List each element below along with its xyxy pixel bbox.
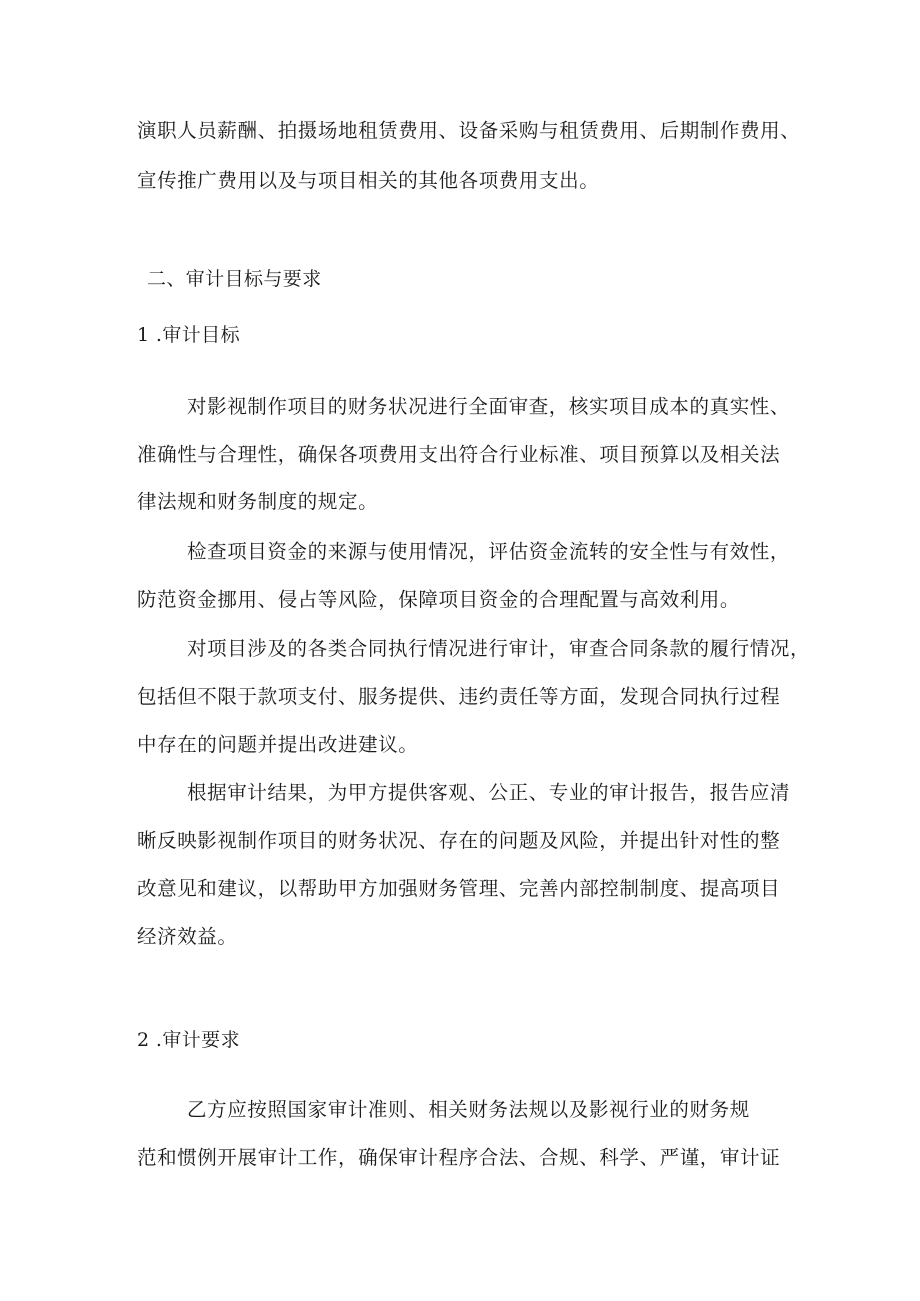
intro-line-2: 宣传推广费用以及与项目相关的其他各项费用支出。	[137, 169, 600, 192]
requirements-line-2: 范和惯例开展审计工作，确保审计程序合法、合规、科学、严谨，审计证	[137, 1146, 781, 1169]
subsection-heading-requirements: 2 .审计要求	[137, 1029, 240, 1051]
objective-1-line-3: 律法规和财务制度的规定。	[137, 490, 379, 513]
objective-4-line-4: 经济效益。	[137, 925, 238, 948]
subsection-heading-objectives: 1 .审计目标	[137, 324, 240, 346]
objective-3-line-3: 中存在的问题并提出改进建议。	[137, 733, 419, 756]
objective-3-line-2: 包括但不限于款项支付、服务提供、违约责任等方面，发现合同执行过程	[137, 685, 781, 708]
objective-1-line-2: 准确性与合理性，确保各项费用支出符合行业标准、项目预算以及相关法	[137, 443, 781, 466]
objective-1-line-1: 对影视制作项目的财务状况进行全面审查，核实项目成本的真实性、	[187, 395, 791, 418]
requirements-line-1: 乙方应按照国家审计准则、相关财务法规以及影视行业的财务规	[187, 1098, 750, 1121]
section-heading: 二、审计目标与要求	[147, 268, 322, 290]
objective-4-line-3: 改意见和建议，以帮助甲方加强财务管理、完善内部控制制度、提高项目	[137, 877, 781, 900]
objective-2-line-1: 检查项目资金的来源与使用情况，评估资金流转的安全性与有效性，	[187, 540, 791, 563]
objective-2-line-2: 防范资金挪用、侵占等风险，保障项目资金的合理配置与高效利用。	[137, 588, 741, 611]
intro-line-1: 演职人员薪酬、拍摄场地租赁费用、设备采购与租赁费用、后期制作费用、	[137, 119, 801, 142]
objective-4-line-1: 根据审计结果，为甲方提供客观、公正、专业的审计报告，报告应清	[187, 781, 791, 804]
objective-4-line-2: 晰反映影视制作项目的财务状况、存在的问题及风险，并提出针对性的整	[137, 829, 781, 852]
objective-3-line-1: 对项目涉及的各类合同执行情况进行审计，审查合同条款的履行情况，	[187, 637, 811, 660]
